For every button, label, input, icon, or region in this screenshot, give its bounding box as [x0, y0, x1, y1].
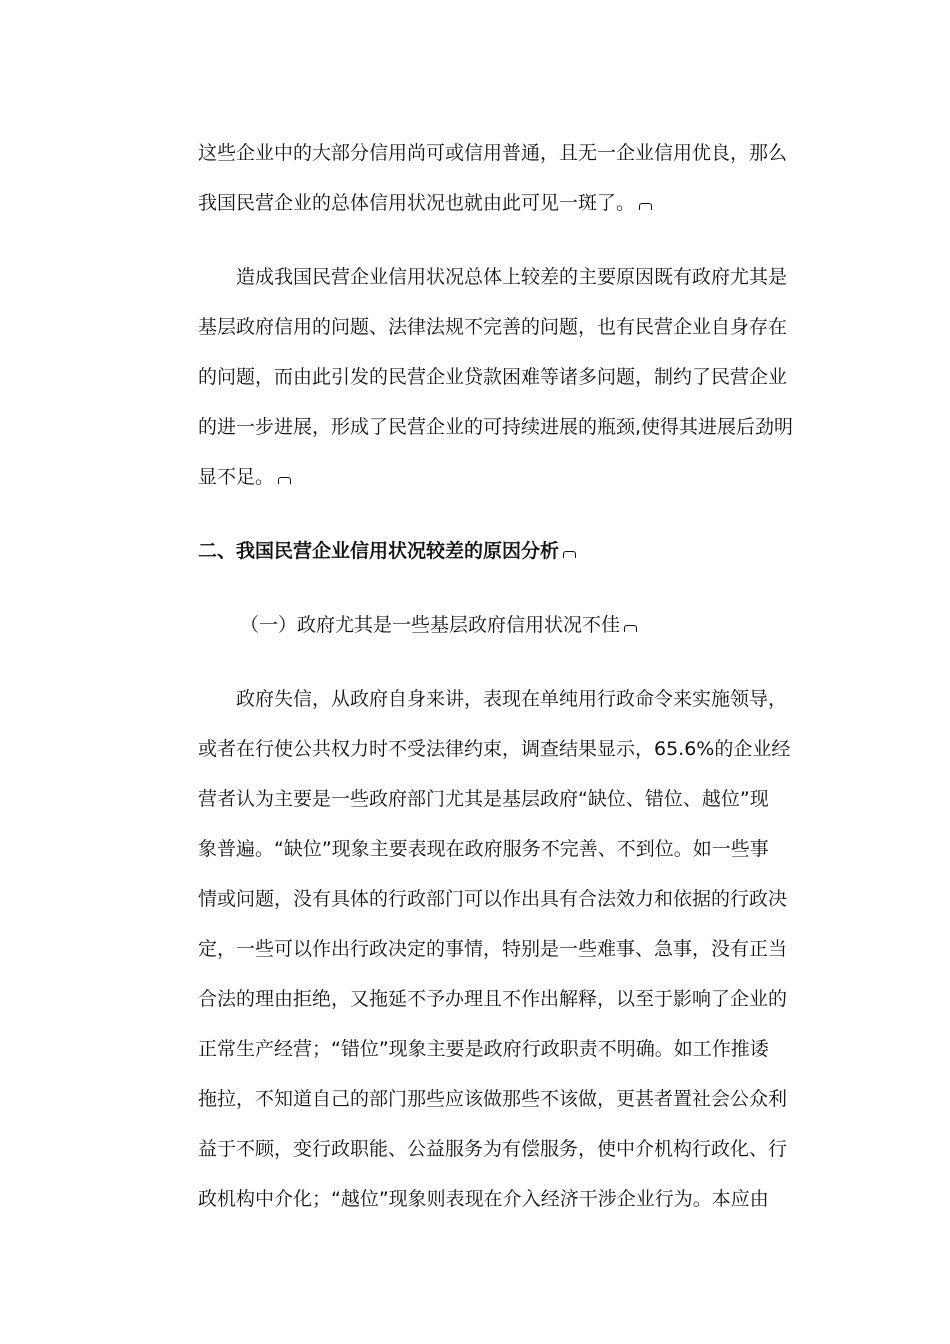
paragraph-gap — [198, 502, 802, 526]
section-heading — [198, 526, 802, 576]
text-line: 的进一步进展，形成了民营企业的可持续进展的瓶颈,使得其进展后劲明 — [198, 416, 794, 438]
text-line: 或者在行使公共权力时不受法律约束，调查结果显示，65.6%的企业经 — [198, 738, 791, 760]
text-line: 政府失信，从政府自身来讲，表现在单纯用行政命令来实施领导， — [236, 688, 788, 710]
paragraph-gap — [198, 576, 802, 600]
text-line: 这些企业中的大部分信用尚可或信用普通，且无一企业信用优良，那么 — [198, 142, 788, 164]
text-line — [198, 452, 802, 502]
text-line-content: 我国民营企业的总体信用状况也就由此可见一斑了。 — [198, 192, 636, 214]
text-line: 造成我国民营企业信用状况总体上较差的主要原因既有政府尤其是 — [236, 266, 788, 288]
subsection-heading — [198, 600, 802, 650]
text-line: 情或问题，没有具体的行政部门可以作出具有合法效力和依据的行政决 — [198, 888, 788, 910]
text-line: 象普遍。“缺位”现象主要表现在政府服务不完善、不到位。如一些事 — [198, 838, 769, 860]
text-line: 营者认为主要是一些政府部门尤其是基层政府“缺位、错位、越位”现 — [198, 788, 769, 810]
subsection-heading-text: （一）政府尤其是一些基层政府信用状况不佳 — [240, 614, 621, 636]
text-line: 定，一些可以作出行政决定的事情，特别是一些难事、急事，没有正当 — [198, 938, 788, 960]
paragraph-mark-icon — [278, 477, 291, 484]
paragraph-2 — [198, 252, 802, 502]
paragraph-gap — [198, 228, 802, 252]
text-line — [198, 178, 802, 228]
text-line: 政机构中介化；“越位”现象则表现在介入经济干涉企业行为。本应由 — [198, 1188, 769, 1210]
text-line: 的问题，而由此引发的民营企业贷款困难等诸多问题，制约了民营企业 — [198, 366, 788, 388]
paragraph-3 — [198, 674, 802, 1224]
text-line: 合法的理由拒绝，又拖延不予办理且不作出解释，以至于影响了企业的 — [198, 988, 788, 1010]
text-line: 拖拉，不知道自己的部门那些应该做那些不该做，更甚者置社会公众利 — [198, 1088, 788, 1110]
text-line: 正常生产经营；“错位”现象主要是政府行政职责不明确。如工作推诿 — [198, 1038, 769, 1060]
section-heading-text: 二、我国民营企业信用状况较差的原因分析 — [198, 540, 560, 562]
document-page — [198, 128, 802, 1224]
paragraph-mark-icon — [624, 625, 637, 632]
text-line: 益于不顾，变行政职能、公益服务为有偿服务，使中介机构行政化、行 — [198, 1138, 788, 1160]
paragraph-mark-icon — [639, 203, 652, 210]
paragraph-1 — [198, 128, 802, 228]
text-line-content: 显不足。 — [198, 466, 275, 488]
text-line: 基层政府信用的问题、法律法规不完善的问题，也有民营企业自身存在 — [198, 316, 788, 338]
paragraph-gap — [198, 650, 802, 674]
paragraph-mark-icon — [563, 551, 576, 558]
